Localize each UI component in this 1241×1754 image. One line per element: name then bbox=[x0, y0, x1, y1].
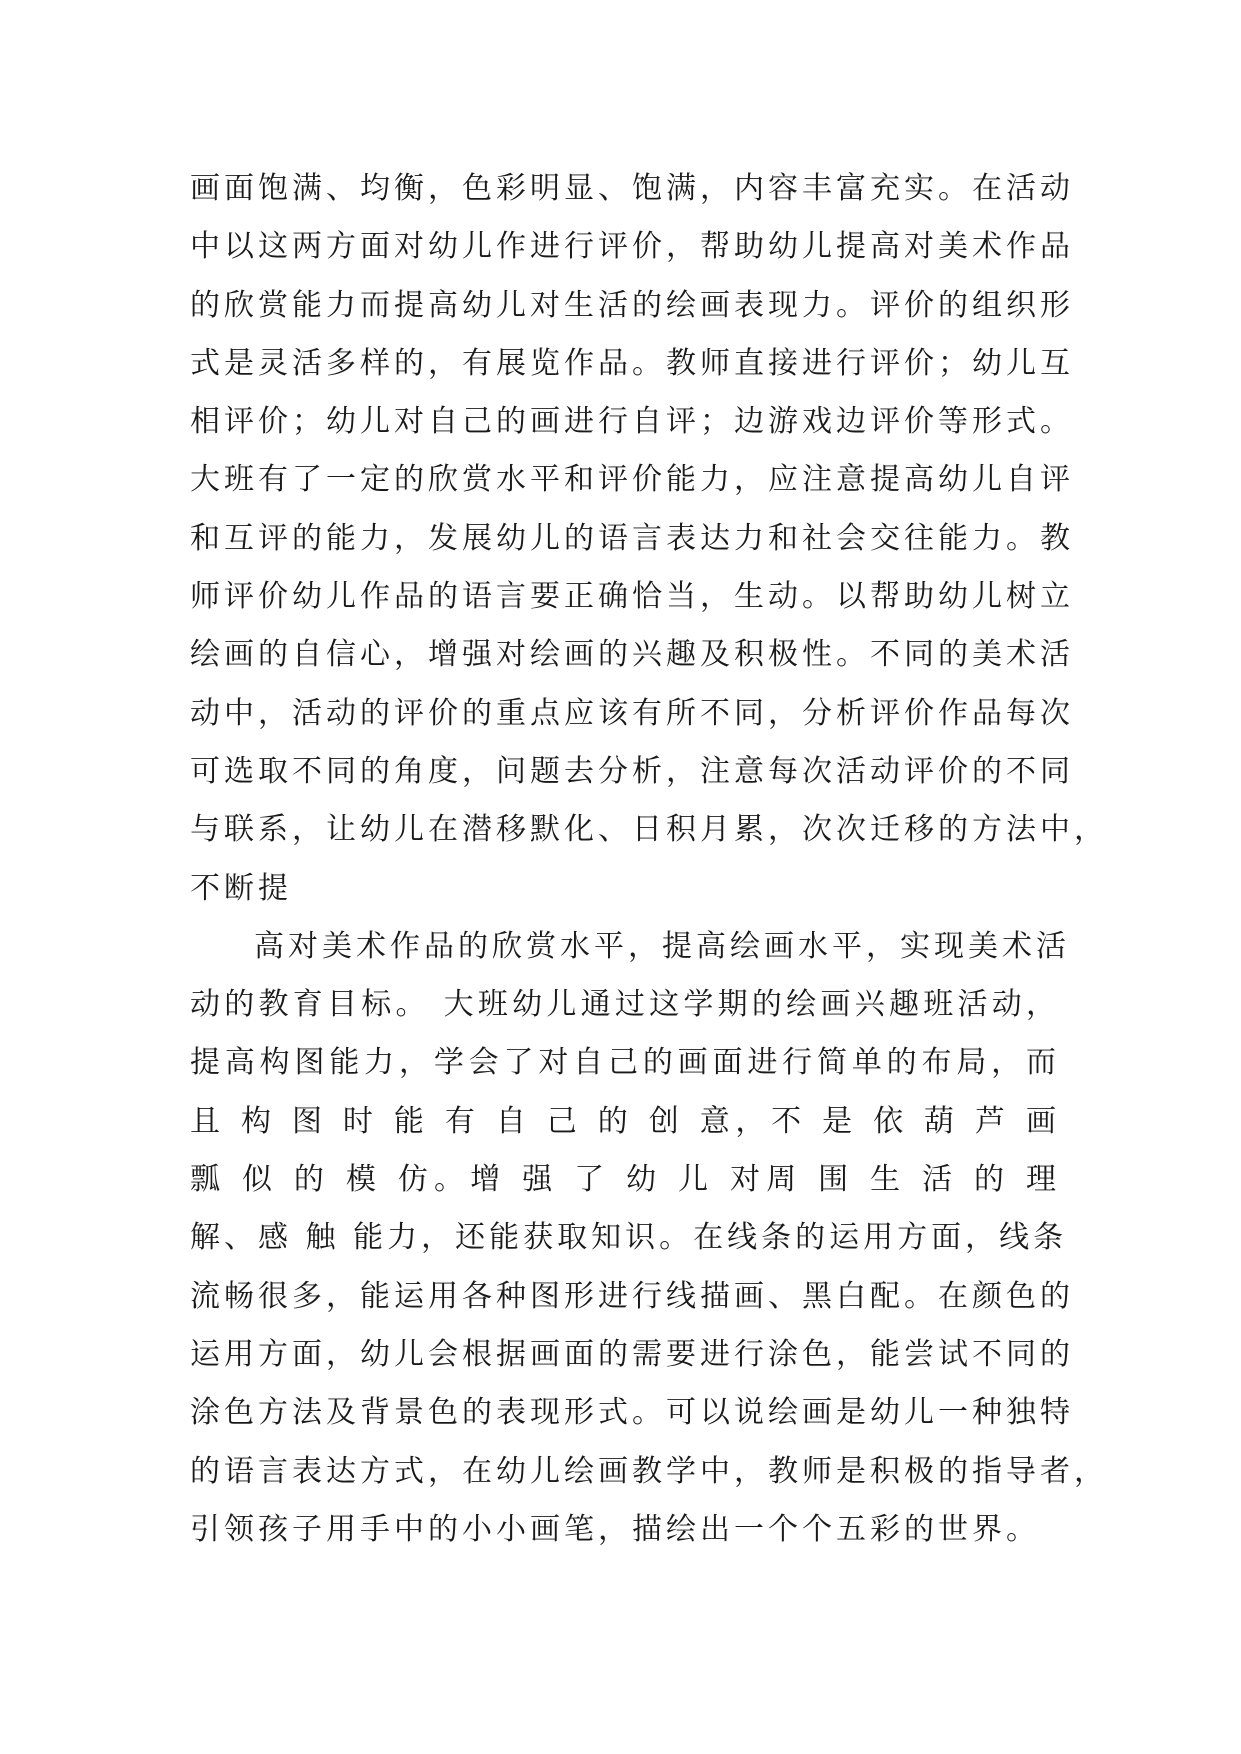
text-line: 绘画的自信心，增强对绘画的兴趣及积极性。不同的美术活 bbox=[190, 637, 1074, 673]
text-line: 的欣赏能力而提高幼儿对生活的绘画表现力。评价的组织形 bbox=[190, 287, 1074, 323]
text-line: 的语言表达方式，在幼儿绘画教学中，教师是积极的指导者， bbox=[190, 1453, 1108, 1489]
text-line: 引领孩子用手中的小小画笔，描绘出一个个五彩的世界。 bbox=[190, 1511, 1040, 1547]
text-line: 画面饱满、均衡，色彩明显、饱满，内容丰富充实。在活动 bbox=[190, 171, 1074, 206]
text-line: 大班有了一定的欣赏水平和评价能力，应注意提高幼儿自评 bbox=[190, 462, 1074, 498]
text-line: 流畅很多，能运用各种图形进行线描画、黑白配。在颜色的 bbox=[190, 1278, 1074, 1314]
text-line: 和互评的能力，发展幼儿的语言表达力和社会交往能力。教 bbox=[190, 520, 1074, 556]
text-line: 式是灵活多样的，有展览作品。教师直接进行评价；幼儿互 bbox=[190, 345, 1074, 381]
text-line: 动的教育目标。 大班幼儿通过这学期的绘画兴趣班活动， bbox=[190, 987, 1060, 1023]
text-line: 中以这两方面对幼儿作进行评价，帮助幼儿提高对美术作品 bbox=[190, 229, 1074, 265]
body-text bbox=[190, 160, 1108, 1559]
text-line: 且 构 图 时 能 有 自 己 的 创 意，不 是 依 葫 芦 画 bbox=[190, 1103, 1060, 1139]
text-line: 涂色方法及背景色的表现形式。可以说绘画是幼儿一种独特 bbox=[190, 1395, 1074, 1431]
text-line: 相评价；幼儿对自己的画进行自评；边游戏边评价等形式。 bbox=[190, 404, 1074, 440]
text-line: 瓢 似 的 模 仿。增 强 了 幼 儿 对周 围 生 活 的 理 bbox=[190, 1162, 1060, 1198]
text-line: 与联系，让幼儿在潜移默化、日积月累，次次迁移的方法中， bbox=[190, 812, 1108, 848]
text-line: 提高构图能力，学会了对自己的画面进行简单的布局，而 bbox=[190, 1045, 1060, 1081]
text-line: 师评价幼儿作品的语言要正确恰当，生动。以帮助幼儿树立 bbox=[190, 579, 1074, 615]
text-line: 可选取不同的角度，问题去分析，注意每次活动评价的不同 bbox=[190, 753, 1074, 789]
text-line-indented: 高对美术作品的欣赏水平，提高绘画水平，实现美术活 bbox=[254, 928, 1070, 964]
text-line: 解、感 触 能力，还能获取知识。在线条的运用方面，线条 bbox=[190, 1220, 1068, 1256]
text-line: 运用方面，幼儿会根据画面的需要进行涂色，能尝试不同的 bbox=[190, 1336, 1074, 1372]
text-line: 动中，活动的评价的重点应该有所不同，分析评价作品每次 bbox=[190, 695, 1074, 731]
text-line: 不断提 bbox=[190, 870, 292, 906]
